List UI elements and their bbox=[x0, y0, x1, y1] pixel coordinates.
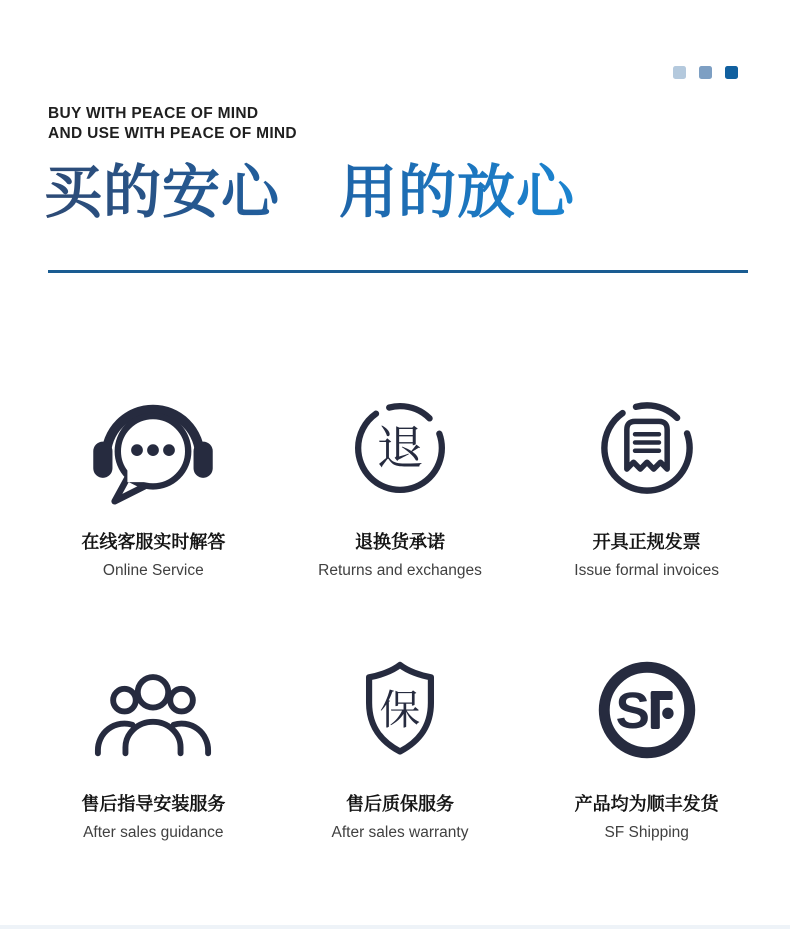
deco-square-light bbox=[673, 66, 686, 79]
sf-letter-s: S bbox=[615, 681, 650, 739]
feature-en-label: After sales warranty bbox=[331, 824, 469, 841]
feature-en-label: Returns and exchanges bbox=[318, 562, 482, 579]
feature-cn-label: 产品均为顺丰发货 bbox=[574, 794, 719, 814]
feature-returns bbox=[277, 385, 524, 581]
feature-cn-label: 售后指导安装服务 bbox=[81, 794, 226, 814]
feature-grid bbox=[30, 385, 770, 843]
page-title: 买的安心 用的放心 bbox=[44, 158, 575, 228]
feature-guidance bbox=[30, 647, 277, 843]
return-glyph: 退 bbox=[376, 421, 424, 474]
title-divider bbox=[48, 270, 748, 273]
feature-invoices bbox=[523, 385, 770, 581]
bottom-edge-strip bbox=[0, 925, 790, 929]
feature-cn-label: 在线客服实时解答 bbox=[81, 532, 226, 552]
subtitle-en bbox=[48, 104, 297, 144]
feature-en-label: Issue formal invoices bbox=[574, 562, 720, 579]
feature-en-label: SF Shipping bbox=[604, 824, 689, 841]
feature-online-service bbox=[30, 385, 277, 581]
subtitle-line1: BUY WITH PEACE OF MIND bbox=[48, 105, 259, 122]
return-circle-icon bbox=[346, 385, 454, 510]
people-group-icon bbox=[92, 647, 214, 772]
shield-glyph: 保 bbox=[379, 686, 421, 733]
invoice-circle-icon bbox=[592, 385, 702, 510]
shield-icon bbox=[347, 647, 453, 772]
sf-logo-icon bbox=[590, 647, 704, 772]
subtitle-line2: AND USE WITH PEACE OF MIND bbox=[48, 125, 297, 142]
headset-chat-icon bbox=[89, 385, 217, 510]
feature-warranty bbox=[277, 647, 524, 843]
feature-cn-label: 开具正规发票 bbox=[592, 532, 701, 552]
feature-cn-label: 退换货承诺 bbox=[354, 532, 445, 552]
deco-square-medium bbox=[699, 66, 712, 79]
feature-cn-label: 售后质保服务 bbox=[345, 794, 454, 814]
deco-squares bbox=[673, 66, 738, 79]
feature-sf-shipping bbox=[523, 647, 770, 843]
deco-square-dark bbox=[725, 66, 738, 79]
feature-en-label: Online Service bbox=[102, 562, 204, 579]
feature-en-label: After sales guidance bbox=[83, 824, 224, 841]
